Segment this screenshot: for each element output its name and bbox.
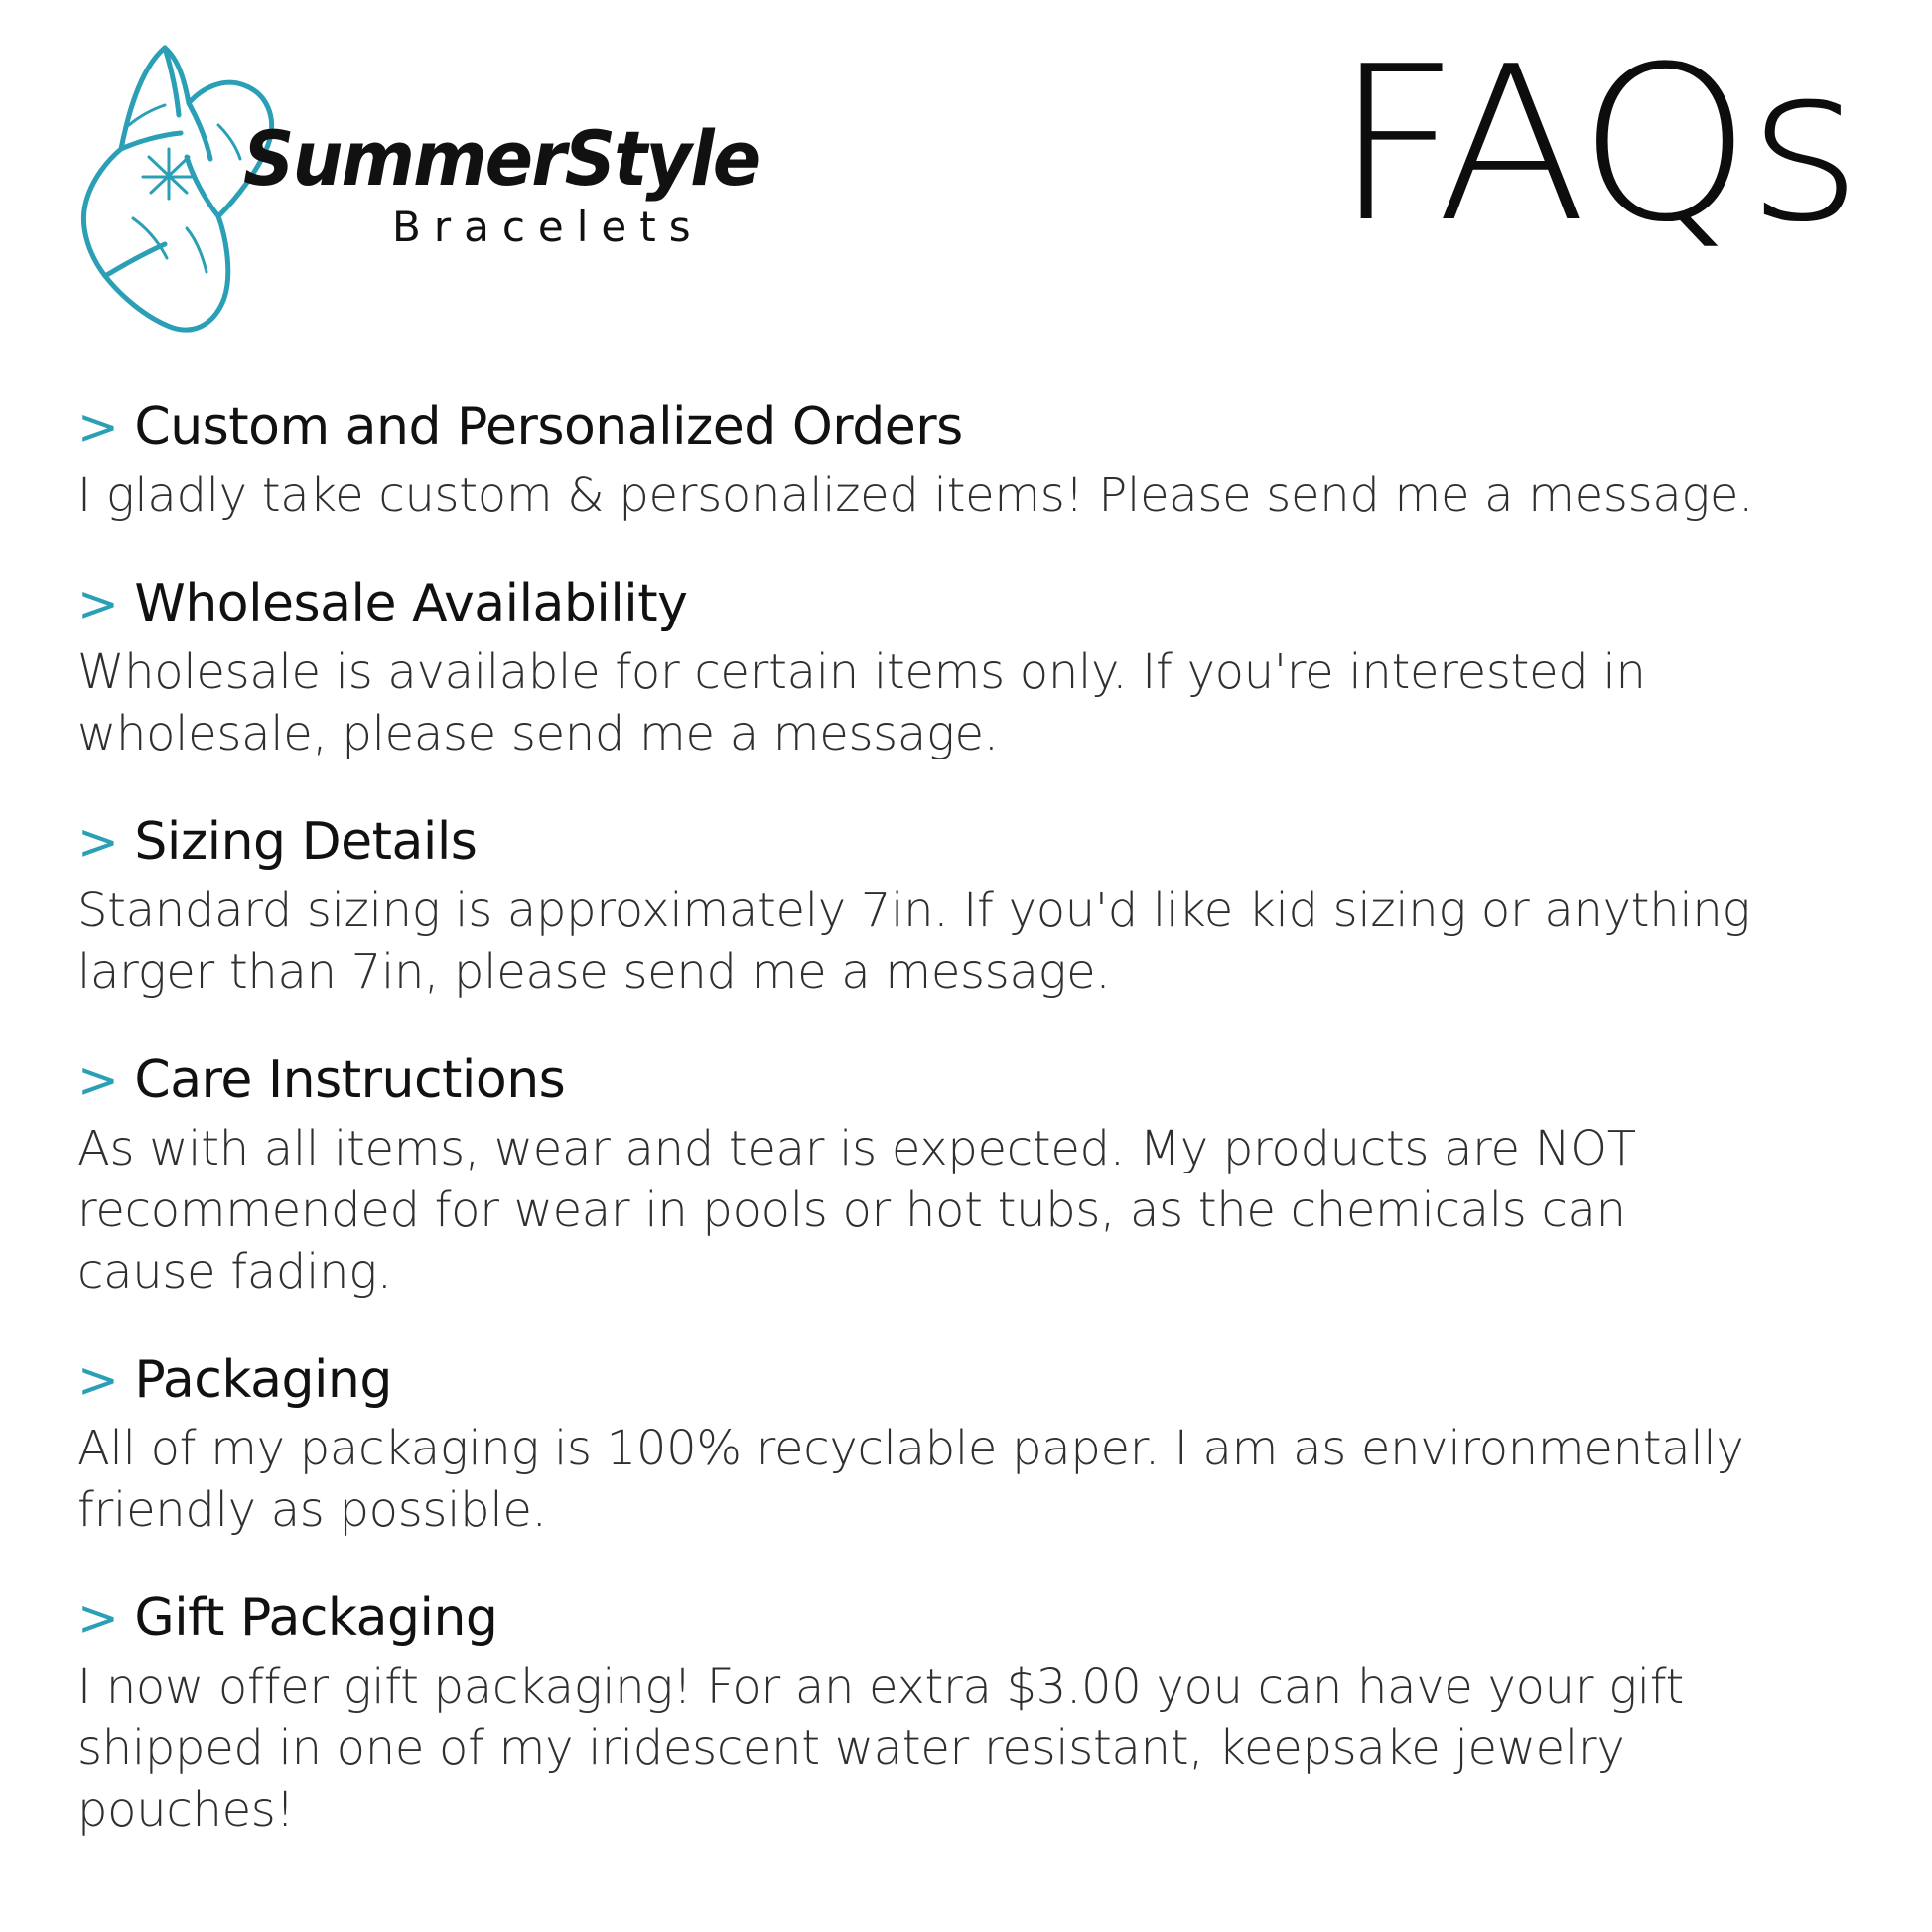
faq-entry [77, 812, 1855, 1003]
faq-question-label: Care Instructions [134, 1050, 566, 1110]
faq-question [77, 574, 1855, 633]
brand-subtitle: Bracelets [392, 203, 704, 251]
faq-answer: I gladly take custom & personalized items! Please send me a message. [77, 468, 1754, 523]
faq-question [77, 1050, 1855, 1110]
faq-entry [77, 1050, 1855, 1303]
faq-answer: As with all items, wear and tear is expected. My products are NOT recommended for wear in pools or hot tubs, as the chemicals can cause fading. [77, 1121, 1636, 1300]
faq-entry [77, 1350, 1855, 1541]
faq-question-label: Custom and Personalized Orders [134, 397, 963, 457]
faq-answer: All of my packaging is 100% recyclable paper. I am as environmentally friendly as possible. [77, 1421, 1744, 1538]
brand-logo [69, 20, 824, 347]
faq-question [77, 1350, 1855, 1410]
faq-list [77, 397, 1855, 1841]
faq-question [77, 812, 1855, 872]
chevron-right-icon: > [77, 1351, 119, 1409]
faq-question [77, 1588, 1855, 1648]
chevron-right-icon: > [77, 813, 119, 871]
page-title: FAQs [1333, 20, 1858, 269]
faq-answer: I now offer gift packaging! For an extra $3.00 you can have your gift shipped in one of my iridescent water resistant, keepsake jewelry pouches! [77, 1659, 1685, 1838]
chevron-right-icon: > [77, 575, 119, 632]
faq-question-label: Wholesale Availability [134, 574, 688, 633]
page-header [0, 0, 1932, 397]
chevron-right-icon: > [77, 398, 119, 456]
chevron-right-icon: > [77, 1589, 119, 1647]
faq-answer: Wholesale is available for certain items only. If you're interested in wholesale, please send me a message. [77, 644, 1646, 761]
faq-answer: Standard sizing is approximately 7in. If you'd like kid sizing or anything larger than 7in, please send me a message. [77, 883, 1750, 1000]
chevron-right-icon: > [77, 1051, 119, 1109]
faq-entry [77, 397, 1855, 526]
faq-question [77, 397, 1855, 457]
faq-question-label: Sizing Details [134, 812, 478, 872]
faq-entry [77, 1588, 1855, 1841]
faq-question-label: Gift Packaging [134, 1588, 498, 1648]
brand-title: SummerStyle [243, 114, 759, 203]
faq-question-label: Packaging [134, 1350, 392, 1410]
brand-wordmark [243, 114, 819, 251]
faq-entry [77, 574, 1855, 764]
